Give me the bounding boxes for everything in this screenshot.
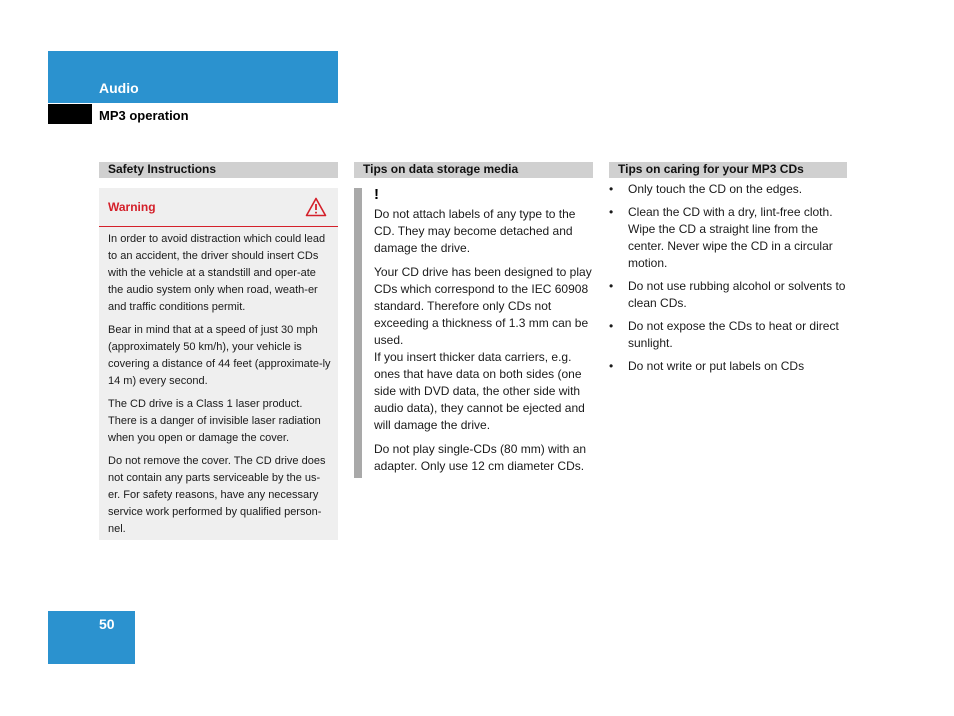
- list-item-text: Do not expose the CDs to heat or direct sunlight.: [628, 319, 839, 350]
- section-title: Audio: [99, 80, 139, 96]
- data-storage-heading: Tips on data storage media: [354, 162, 593, 178]
- warning-paragraph: Do not remove the cover. The CD drive does not contain any parts serviceable by the us-er. For safety reasons, have any necessary service work performed by qualified person-nel.: [108, 455, 326, 535]
- warning-box: [99, 188, 338, 540]
- bullet-icon: •: [609, 359, 614, 373]
- list-item: [609, 318, 849, 352]
- warning-text: [108, 231, 332, 544]
- list-item: [609, 204, 849, 272]
- note-paragraph: Do not attach labels of any type to the CD. They may become detached and damage the drive.: [374, 207, 576, 255]
- note-sidebar: [354, 188, 362, 478]
- warning-label: Warning: [108, 200, 156, 214]
- storage-note-text: [374, 206, 596, 482]
- page-number-box: [48, 611, 135, 664]
- warning-divider: [99, 226, 338, 227]
- list-item: [609, 278, 849, 312]
- note-paragraph: Do not play single-CDs (80 mm) with an adapter. Only use 12 cm diameter CDs.: [374, 442, 587, 473]
- list-item-text: Do not use rubbing alcohol or solvents to clean CDs.: [628, 279, 846, 310]
- list-item: [609, 358, 849, 375]
- cd-care-list: [609, 181, 849, 381]
- subsection-marker: [48, 104, 92, 124]
- warning-triangle-icon: [305, 197, 327, 217]
- warning-paragraph: In order to avoid distraction which could lead to an accident, the driver should insert CDs with the vehicle at a standstill and oper-ate the audio system only when road, weath-er and traffic conditions permit.: [108, 233, 326, 313]
- note-paragraph: If you insert thicker data carriers, e.g. ones that have data on both sides (one side with DVD data, the other side with audio data), they cannot be ejected and will damage the drive.: [374, 350, 585, 432]
- note-exclamation-icon: !: [374, 186, 379, 203]
- bullet-icon: •: [609, 279, 614, 293]
- list-item: [609, 181, 849, 198]
- warning-paragraph: Bear in mind that at a speed of just 30 mph (approximately 50 km/h), your vehicle is covering a distance of 44 feet (approximate-ly 14 m) every second.: [108, 324, 331, 387]
- note-paragraph: Your CD drive has been designed to play CDs which correspond to the IEC 60908 standard. Therefore only CDs not exceeding a thickness of 1.3 mm can be used.: [374, 265, 592, 347]
- cd-care-heading: Tips on caring for your MP3 CDs: [609, 162, 847, 178]
- safety-instructions-heading: Safety Instructions: [99, 162, 338, 178]
- list-item-text: Clean the CD with a dry, lint-free cloth. Wipe the CD a straight line from the center. Never wipe the CD in a circular motion.: [628, 205, 833, 270]
- bullet-icon: •: [609, 205, 614, 219]
- list-item-text: Only touch the CD on the edges.: [628, 182, 803, 196]
- bullet-icon: •: [609, 319, 614, 333]
- warning-paragraph: The CD drive is a Class 1 laser product. There is a danger of invisible laser radiation when you open or damage the cover.: [108, 398, 321, 444]
- header-band: [48, 51, 338, 103]
- bullet-icon: •: [609, 182, 614, 196]
- page-number: 50: [99, 616, 115, 632]
- list-item-text: Do not write or put labels on CDs: [628, 359, 805, 373]
- subsection-title: MP3 operation: [99, 108, 189, 123]
